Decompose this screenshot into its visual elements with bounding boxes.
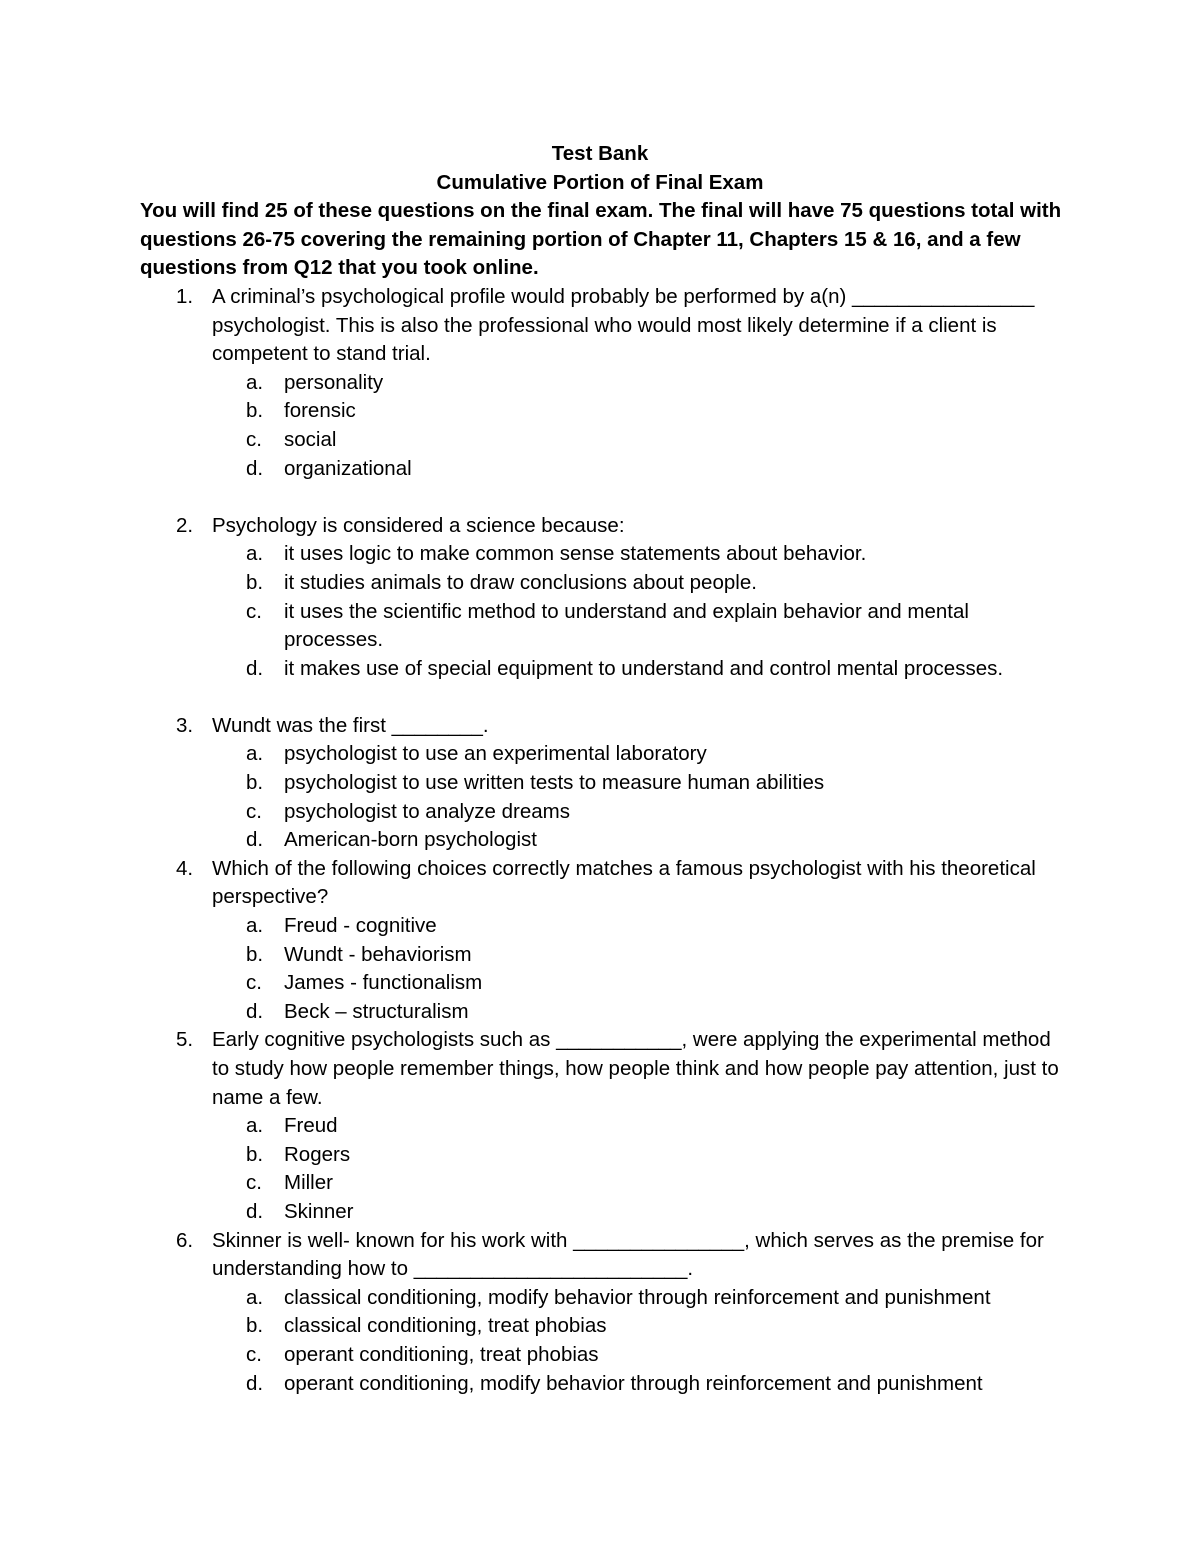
option-letter: b.	[246, 399, 264, 423]
question-number: 6.	[176, 1228, 194, 1252]
option-letter: c.	[246, 1171, 262, 1195]
blank-line	[212, 683, 1070, 712]
option-text: James - functionalism	[284, 971, 483, 995]
question-item	[140, 855, 1070, 1027]
option-item	[212, 740, 1070, 769]
option-item	[212, 1198, 1070, 1227]
option-text: personality	[284, 370, 384, 394]
option-letter: c.	[246, 971, 262, 995]
option-item	[212, 1312, 1070, 1341]
option-item	[212, 569, 1070, 598]
option-item	[212, 912, 1070, 941]
option-text: it uses logic to make common sense statements about behavior.	[284, 542, 867, 566]
option-letter: a.	[246, 1285, 264, 1309]
option-item	[212, 540, 1070, 569]
option-text: Skinner	[284, 1199, 354, 1223]
option-list	[212, 912, 1070, 1026]
option-text: Freud - cognitive	[284, 914, 437, 938]
option-item	[212, 798, 1070, 827]
option-letter: c.	[246, 1342, 262, 1366]
option-text: psychologist to use written tests to measure human abilities	[284, 771, 825, 795]
option-letter: a.	[246, 542, 264, 566]
option-text: classical conditioning, treat phobias	[284, 1314, 607, 1338]
question-item	[140, 712, 1070, 855]
intro-paragraph: You will find 25 of these questions on the final exam. The final will have 75 questions total with questions 26-75 covering the remaining portion of Chapter 11, Chapters 15 & 16, and a few questions from Q12 that you took online.	[140, 199, 1062, 280]
option-text: organizational	[284, 456, 412, 480]
option-item	[212, 1141, 1070, 1170]
question-text: Early cognitive psychologists such as ___________, were applying the experimental method to study how people remember things, how people think and how people pay attention, just to name a few.	[212, 1028, 1059, 1109]
question-item	[140, 512, 1070, 712]
document-content	[140, 140, 1070, 1398]
option-item	[212, 1370, 1070, 1399]
option-list	[212, 1112, 1070, 1226]
question-text: Wundt was the first ________.	[212, 713, 489, 737]
option-text: Wundt - behaviorism	[284, 942, 472, 966]
option-item	[212, 941, 1070, 970]
option-text: operant conditioning, modify behavior through reinforcement and punishment	[284, 1371, 983, 1395]
question-text: Which of the following choices correctly matches a famous psychologist with his theoretical perspective?	[212, 856, 1036, 909]
option-item	[212, 1284, 1070, 1313]
option-item	[212, 826, 1070, 855]
option-item	[212, 455, 1070, 484]
option-text: psychologist to analyze dreams	[284, 799, 571, 823]
question-number: 5.	[176, 1028, 194, 1052]
option-letter: c.	[246, 427, 262, 451]
option-letter: d.	[246, 999, 264, 1023]
option-text: Beck – structuralism	[284, 999, 469, 1023]
document-title: Test Bank	[551, 142, 649, 165]
option-text: Rogers	[284, 1142, 351, 1166]
document-subtitle: Cumulative Portion of Final Exam	[436, 170, 764, 194]
option-letter: d.	[246, 828, 264, 852]
option-item	[212, 1341, 1070, 1370]
option-list	[212, 369, 1070, 483]
option-text: it studies animals to draw conclusions about people.	[284, 570, 757, 594]
option-text: operant conditioning, treat phobias	[284, 1342, 599, 1366]
option-item	[212, 969, 1070, 998]
option-letter: a.	[246, 914, 264, 938]
option-text: it uses the scientific method to understand and explain behavior and mental processes.	[284, 599, 969, 652]
option-text: American-born psychologist	[284, 828, 537, 852]
question-number: 2.	[176, 513, 194, 537]
option-letter: b.	[246, 570, 264, 594]
option-item	[212, 655, 1070, 684]
option-letter: d.	[246, 456, 264, 480]
option-list	[212, 1284, 1070, 1398]
option-item	[212, 598, 1070, 655]
question-number: 4.	[176, 856, 194, 880]
question-item	[140, 1026, 1070, 1226]
option-list	[212, 740, 1070, 854]
option-text: it makes use of special equipment to understand and control mental processes.	[284, 656, 1004, 680]
question-item	[140, 1227, 1070, 1399]
option-letter: b.	[246, 1142, 264, 1166]
option-letter: c.	[246, 799, 262, 823]
option-item	[212, 998, 1070, 1027]
option-letter: a.	[246, 742, 264, 766]
option-item	[212, 1112, 1070, 1141]
option-letter: a.	[246, 1114, 264, 1138]
option-item	[212, 369, 1070, 398]
option-letter: a.	[246, 370, 264, 394]
option-item	[212, 426, 1070, 455]
option-item	[212, 1169, 1070, 1198]
option-letter: b.	[246, 1314, 264, 1338]
option-letter: b.	[246, 771, 264, 795]
option-letter: d.	[246, 1199, 264, 1223]
option-letter: c.	[246, 599, 262, 623]
option-text: forensic	[284, 399, 356, 423]
option-letter: d.	[246, 1371, 264, 1395]
option-item	[212, 397, 1070, 426]
question-text: A criminal’s psychological profile would probably be performed by a(n) ________________ psychologist. This is also the professional who would most likely determine if a client is competent to stand trial.	[212, 284, 1035, 366]
question-number: 3.	[176, 713, 194, 737]
question-item	[140, 283, 1070, 512]
option-text: Freud	[284, 1114, 338, 1138]
option-item	[212, 769, 1070, 798]
option-text: psychologist to use an experimental laboratory	[284, 742, 707, 766]
option-text: social	[284, 427, 337, 451]
question-text: Skinner is well- known for his work with _______________, which serves as the premise for understanding how to ________________________.	[212, 1228, 1044, 1281]
option-list	[212, 540, 1070, 683]
option-text: Miller	[284, 1171, 333, 1195]
question-number: 1.	[176, 284, 194, 308]
option-text: classical conditioning, modify behavior through reinforcement and punishment	[284, 1285, 991, 1309]
question-list	[140, 283, 1070, 1398]
option-letter: d.	[246, 656, 264, 680]
question-text: Psychology is considered a science because:	[212, 513, 625, 537]
blank-line	[212, 483, 1070, 512]
option-letter: b.	[246, 942, 264, 966]
